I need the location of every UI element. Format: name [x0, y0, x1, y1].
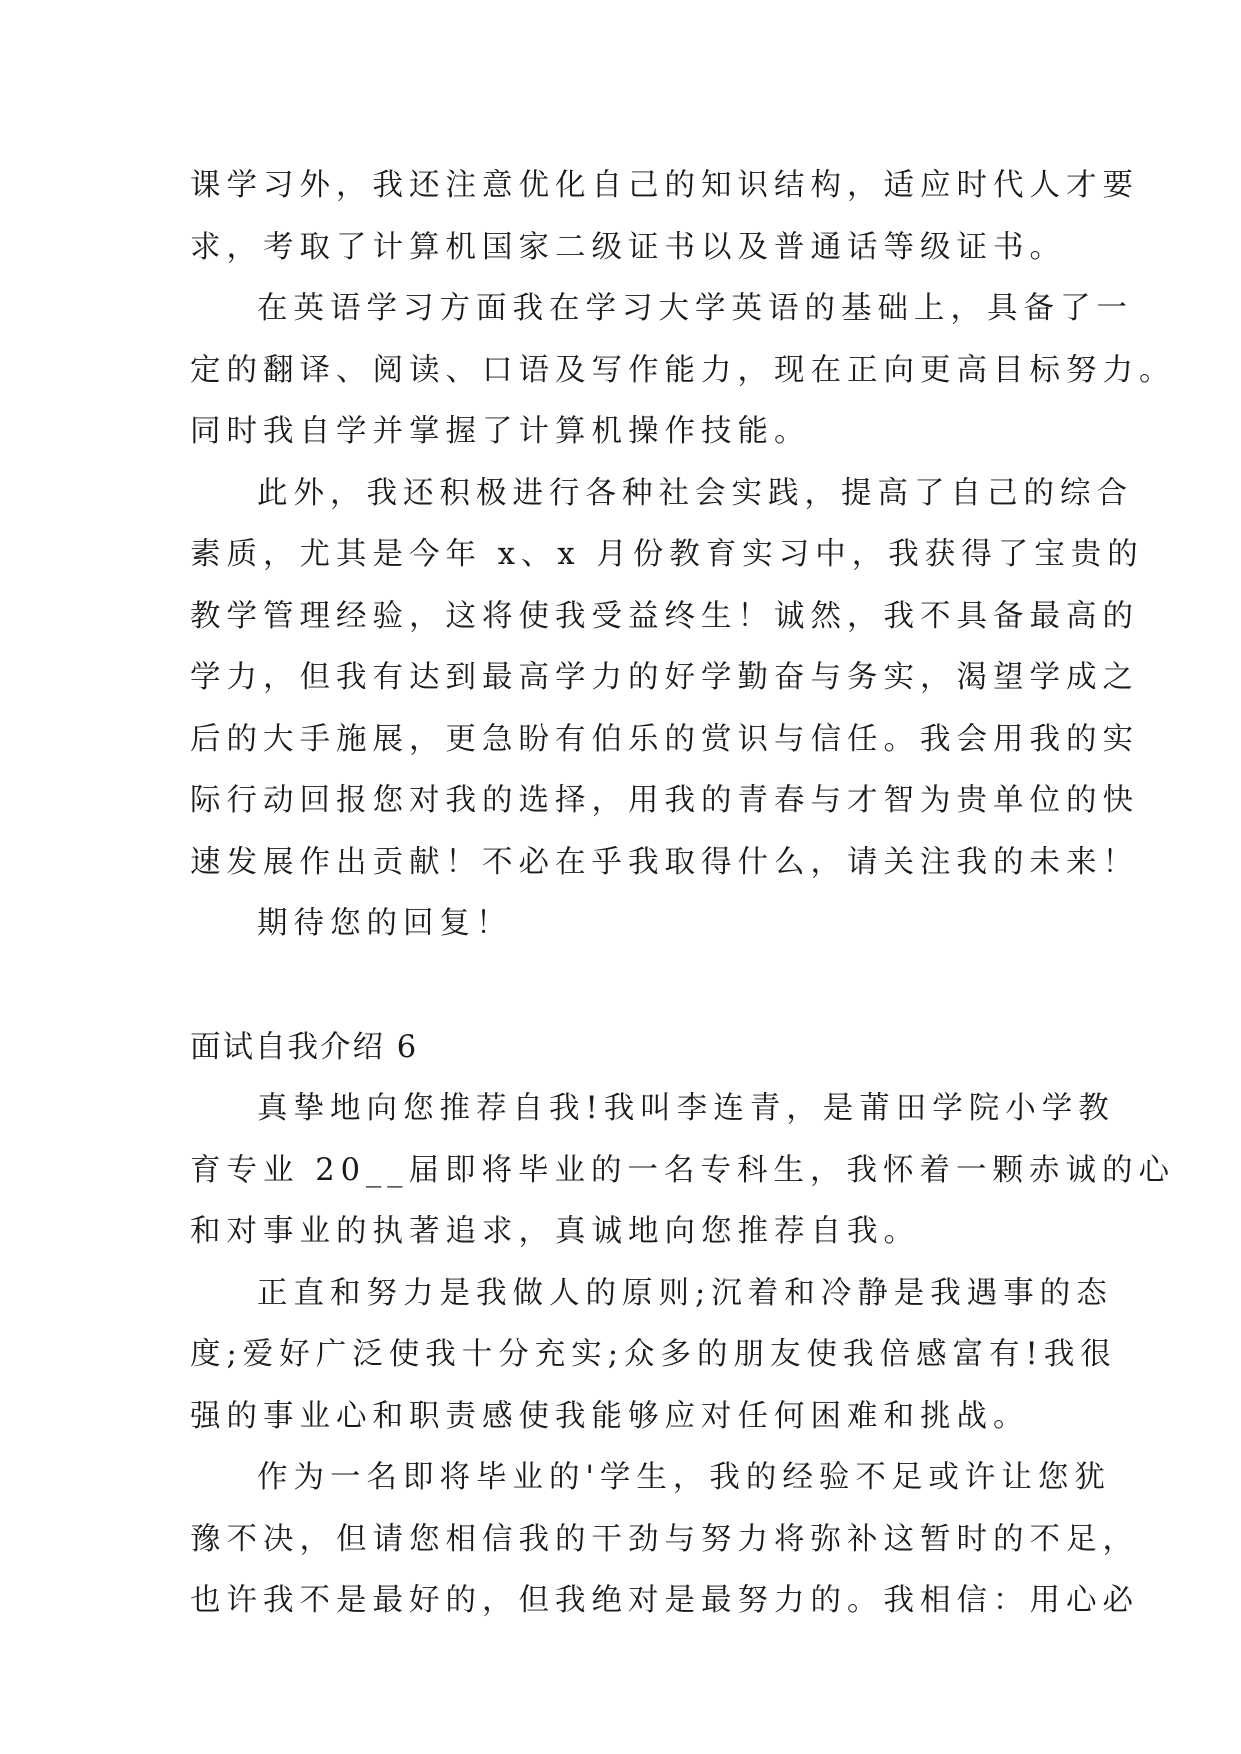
- text-line: 同时我自学并掌握了计算机操作技能。: [190, 414, 811, 449]
- text-line: 教学管理经验，这将使我受益终生！诚然，我不具备最高的: [190, 598, 1139, 634]
- text-line: 定的翻译、阅读、口语及写作能力，现在正向更高目标努力。: [190, 352, 1176, 388]
- text-line: 和对事业的执著追求，真诚地向您推荐自我。: [190, 1214, 920, 1249]
- paragraph-english-study: [190, 278, 1176, 463]
- text-line: 度;爱好广泛使我十分充实;众多的朋友使我倍感富有!我很: [190, 1337, 1117, 1372]
- heading-text: 面试自我介绍 6: [190, 1029, 419, 1065]
- text-line: 强的事业心和职责感使我能够应对任何困难和挑战。: [190, 1398, 1030, 1434]
- text-line: 真挚地向您推荐自我!我叫李连青，是莆田学院小学教: [257, 1091, 1115, 1126]
- paragraph-closing: [190, 893, 1050, 955]
- document-page: [190, 155, 1176, 1632]
- text-line: 课学习外，我还注意优化自己的知识结构，适应时代人才要: [190, 168, 1139, 203]
- text-line: 期待您的回复！: [257, 906, 513, 941]
- paragraph-principles: [190, 1263, 1117, 1448]
- text-line: 豫不决，但请您相信我的干劲与努力将弥补这暂时的不足，: [190, 1521, 1139, 1557]
- text-line: 学力，但我有达到最高学力的好学勤奋与务实，渴望学成之: [190, 660, 1139, 695]
- text-line: 后的大手施展，更急盼有伯乐的赏识与信任。我会用我的实: [190, 721, 1139, 757]
- paragraph-introduction: [190, 1078, 1176, 1263]
- text-line: 作为一名即将毕业的'学生，我的经验不足或许让您犹: [257, 1460, 1111, 1495]
- paragraph-graduate: [190, 1447, 1139, 1632]
- text-line: 此外，我还积极进行各种社会实践，提高了自己的综合: [257, 475, 1133, 511]
- text-line: 也许我不是最好的，但我绝对是最努力的。我相信：用心必: [190, 1583, 1139, 1618]
- text-line: 求，考取了计算机国家二级证书以及普通话等级证书。: [190, 229, 1066, 265]
- text-line: 际行动回报您对我的选择，用我的青春与才智为贵单位的快: [190, 783, 1139, 818]
- section-spacer: [190, 955, 1050, 1017]
- text-line: 正直和努力是我做人的原则;沉着和冷静是我遇事的态: [257, 1275, 1113, 1311]
- section-heading: [190, 1017, 1050, 1079]
- text-line: 速发展作出贡献！不必在乎我取得什么，请关注我的未来！: [190, 844, 1139, 880]
- paragraph-social-practice: [190, 463, 1144, 894]
- paragraph-continued: [190, 155, 1139, 278]
- text-line: 在英语学习方面我在学习大学英语的基础上，具备了一: [257, 291, 1133, 326]
- text-line: 育专业 20__届即将毕业的一名专科生，我怀着一颗赤诚的心: [190, 1152, 1176, 1188]
- text-line: 素质，尤其是今年 x、x 月份教育实习中，我获得了宝贵的: [190, 537, 1144, 572]
